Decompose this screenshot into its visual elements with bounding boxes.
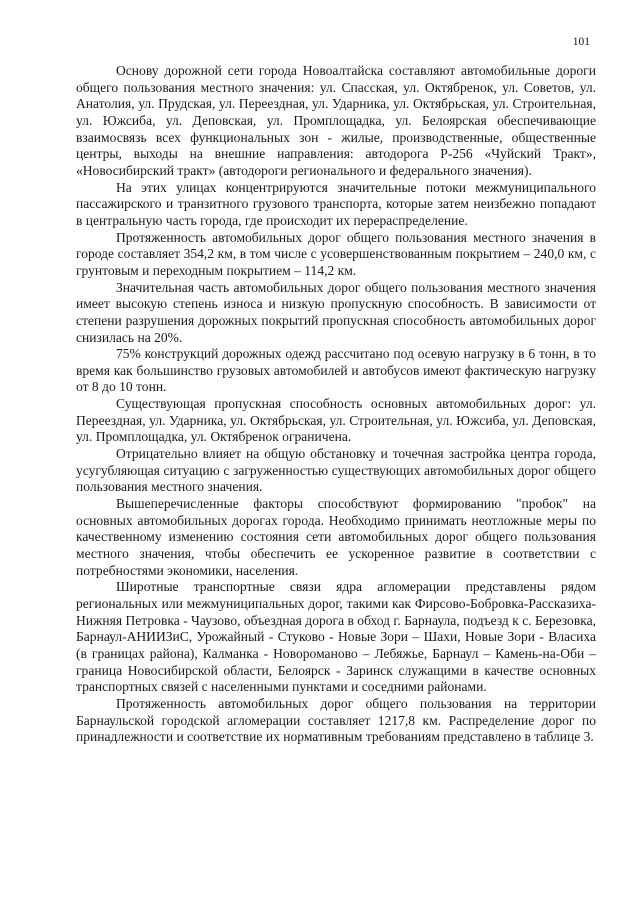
paragraph: Отрицательно влияет на общую обстановку и точечная застройка центра города, усугубляющая ситуацию с загруженностью существующих автомобильных дорог общего пользования местного значения. bbox=[76, 446, 596, 495]
paragraph: Существующая пропускная способность основных автомобильных дорог: ул. Переездная, ул. Ударника, ул. Октябрьская, ул. Строительная, ул. Южсиба, ул. Деповская, ул. Промплощадка, ул. Октябренок ограничена. bbox=[76, 396, 596, 445]
paragraph: На этих улицах концентрируются значительные потоки межмуниципального пассажирского и транзитного грузового транспорта, которые затем неизбежно попадают в центральную часть города, где происходит их перераспределение. bbox=[76, 179, 596, 228]
paragraph: Широтные транспортные связи ядра агломерации представлены рядом региональных или межмуниципальных дорог, такими как Фирсово-Бобровка-Рассказиха-Нижняя Петровка - Чаузово, объездная дорога в обход г. Барнаула, подъезд к с. Березовка, Барнаул-АНИИЗиС, Урожайный - Стуково - Новые Зори – Шахи, Новые Зори - Власиха (в границах района), Калманка - Новороманово – Лебяжье, Барнаул – Камень-на-Оби – граница Новосибирской области, Белоярск - Заринск служащими в качестве основных транспортных связей с населенными пунктами и соседними районами. bbox=[76, 579, 596, 695]
paragraph: Вышеперечисленные факторы способствуют формированию "пробок" на основных автомобильных дорогах города. Необходимо принимать неотложные меры по качественному изменению состояния сети автомобильных дорог общего пользования местного значения, чтобы обеспечить ее ускоренное развитие в соответствии с потребностями экономики, населения. bbox=[76, 496, 596, 578]
paragraph: Основу дорожной сети города Новоалтайска составляют автомобильные дороги общего пользования местного значения: ул. Спасская, ул. Октябренок, ул. Советов, ул. Анатолия, ул. Прудская, ул. Переездная, ул. Ударника, ул. Октябрьская, ул. Строительная, ул. Южсиба, ул. Деповская, ул. Промплощадка, ул. Белоярская обеспечивающие взаимосвязь всех функциональных зон - жилые, производственные, общественные центры, выходы на внешние направления: автодорога Р-256 «Чуйский Тракт», «Новосибирский тракт» (автодороги регионального и федерального значения). bbox=[76, 63, 596, 178]
document-body bbox=[76, 63, 596, 746]
page-number: 101 bbox=[572, 36, 590, 48]
paragraph: Протяженность автомобильных дорог общего пользования местного значения в городе составляет 354,2 км, в том числе с усовершенствованным покрытием – 240,0 км, с грунтовым и переходным покрытием – 114,2 км. bbox=[76, 229, 596, 278]
paragraph: 75% конструкций дорожных одежд рассчитано под осевую нагрузку в 6 тонн, в то время как большинство грузовых автомобилей и автобусов имеют фактическую нагрузку от 8 до 10 тонн. bbox=[76, 346, 596, 395]
paragraph: Значительная часть автомобильных дорог общего пользования местного значения имеет высокую степень износа и низкую пропускную способность. В зависимости от степени разрушения дорожных покрытий пропускная способность автомобильных дорог снизилась на 20%. bbox=[76, 279, 596, 345]
paragraph: Протяженность автомобильных дорог общего пользования на территории Барнаульской городской агломерации составляет 1217,8 км. Распределение дорог по принадлежности и соответствие их нормативным требованиям представлено в таблице 3. bbox=[76, 695, 596, 745]
